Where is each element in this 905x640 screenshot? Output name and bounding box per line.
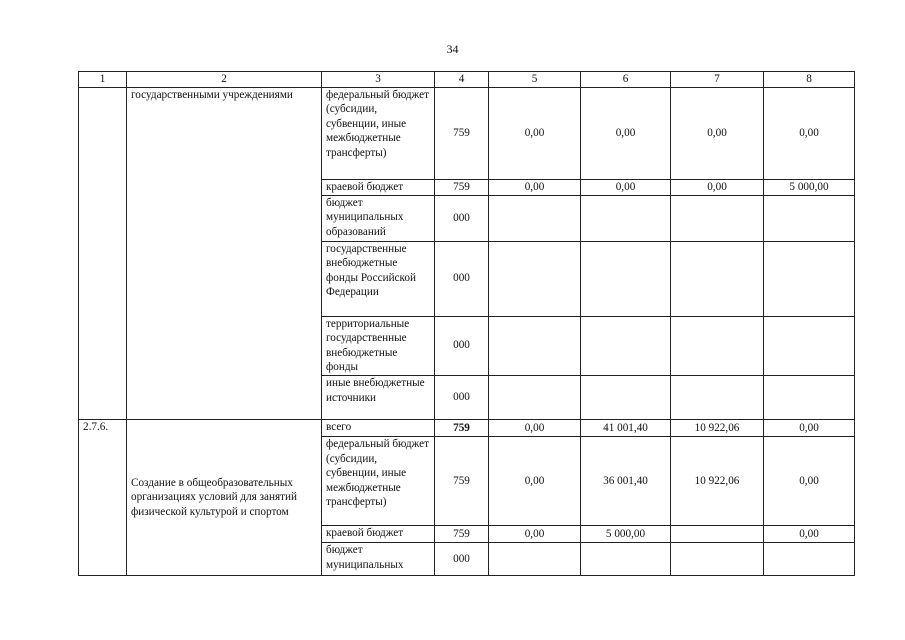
funding-source: федеральный бюджет (субсидии, субвенции, иные межбюджетные трансферты) [322,87,435,179]
budget-code: 000 [435,316,489,375]
amount-cell [671,525,764,542]
funding-source: государственные внебюджетные фонды Российской Федерации [322,241,435,316]
amount-cell [764,241,855,316]
column-header: 4 [435,72,489,88]
amount-cell [489,375,581,419]
budget-code: 000 [435,241,489,316]
amount-cell: 41 001,40 [581,419,671,436]
measure-title: Создание в общеобразовательных организациях условий для занятий физической культурой и спортом [127,419,322,575]
amount-cell [489,241,581,316]
budget-code: 000 [435,375,489,419]
amount-cell: 0,00 [764,436,855,525]
amount-cell [764,375,855,419]
amount-cell: 5 000,00 [581,525,671,542]
row-number: 2.7.6. [79,419,127,575]
amount-cell [489,195,581,241]
page-number: 34 [446,42,459,56]
amount-cell: 0,00 [489,436,581,525]
budget-code: 000 [435,195,489,241]
amount-cell [581,195,671,241]
funding-source: иные внебюджетные источники [322,375,435,419]
column-header: 3 [322,72,435,88]
column-header: 1 [79,72,127,88]
budget-code: 000 [435,542,489,575]
funding-source: бюджет муниципальных [322,542,435,575]
table-row [79,419,855,436]
amount-cell [671,542,764,575]
budget-table [78,71,855,576]
budget-code: 759 [435,419,489,436]
amount-cell: 0,00 [764,87,855,179]
amount-cell [581,241,671,316]
budget-code: 759 [435,179,489,195]
amount-cell [764,195,855,241]
amount-cell [489,542,581,575]
column-header: 8 [764,72,855,88]
amount-cell: 0,00 [671,87,764,179]
funding-source: всего [322,419,435,436]
funding-source: территориальные государственные внебюджетные фонды [322,316,435,375]
amount-cell: 0,00 [489,419,581,436]
measure-title: государственными учреждениями [127,87,322,419]
amount-cell [671,195,764,241]
budget-code: 759 [435,436,489,525]
funding-source: краевой бюджет [322,179,435,195]
amount-cell: 0,00 [764,419,855,436]
row-number [79,87,127,419]
amount-cell: 0,00 [581,179,671,195]
amount-cell [581,316,671,375]
column-header: 6 [581,72,671,88]
amount-cell [764,542,855,575]
amount-cell: 5 000,00 [764,179,855,195]
budget-code: 759 [435,525,489,542]
amount-cell: 0,00 [764,525,855,542]
amount-cell [671,241,764,316]
funding-source: федеральный бюджет (субсидии, субвенции, иные межбюджетные трансферты) [322,436,435,525]
amount-cell [581,375,671,419]
amount-cell: 36 001,40 [581,436,671,525]
funding-source: краевой бюджет [322,525,435,542]
amount-cell: 0,00 [489,179,581,195]
amount-cell: 0,00 [671,179,764,195]
amount-cell: 10 922,06 [671,419,764,436]
amount-cell: 0,00 [489,525,581,542]
column-header: 7 [671,72,764,88]
header-row [79,72,855,88]
amount-cell [489,316,581,375]
amount-cell [671,375,764,419]
column-header: 5 [489,72,581,88]
amount-cell: 0,00 [489,87,581,179]
table-row [79,87,855,179]
amount-cell [581,542,671,575]
amount-cell: 10 922,06 [671,436,764,525]
budget-code: 759 [435,87,489,179]
amount-cell [671,316,764,375]
column-header: 2 [127,72,322,88]
amount-cell [764,316,855,375]
amount-cell: 0,00 [581,87,671,179]
funding-source: бюджет муниципальных образований [322,195,435,241]
